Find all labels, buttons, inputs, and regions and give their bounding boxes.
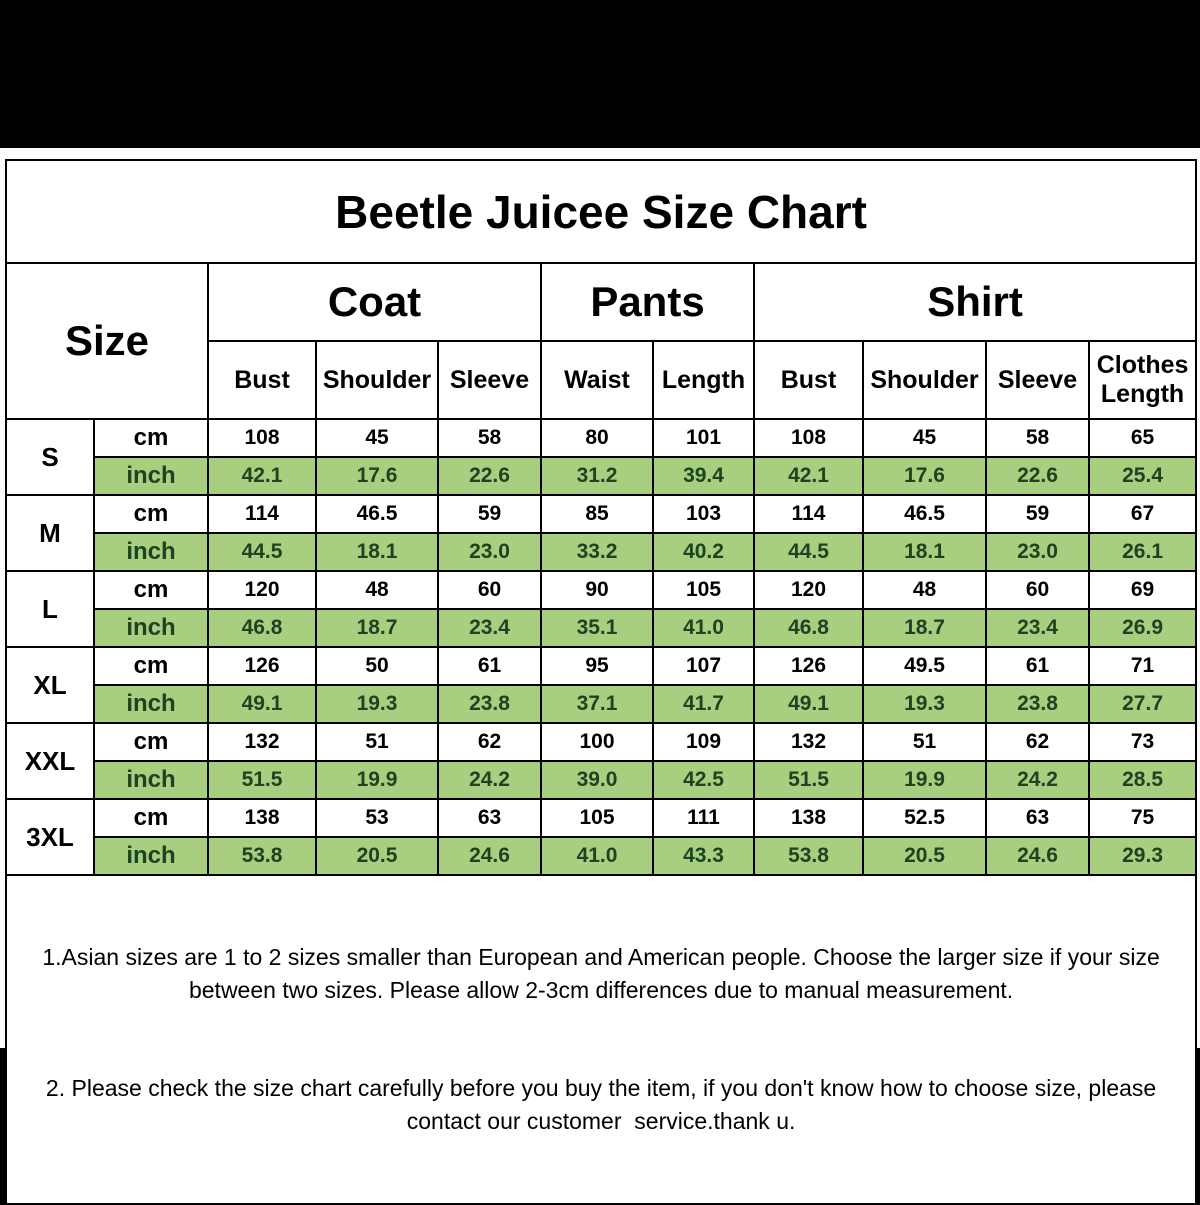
value-cell: 24.6	[986, 837, 1089, 875]
size-row-m-cm	[6, 495, 1196, 533]
col-header-coat-bust: Bust	[208, 341, 316, 419]
size-row-xxl-cm	[6, 723, 1196, 761]
value-cell: 18.7	[316, 609, 438, 647]
value-cell: 60	[986, 571, 1089, 609]
value-cell: 17.6	[863, 457, 986, 495]
value-cell: 19.3	[863, 685, 986, 723]
value-cell: 138	[208, 799, 316, 837]
value-cell: 28.5	[1089, 761, 1196, 799]
value-cell: 29.3	[1089, 837, 1196, 875]
value-cell: 43.3	[653, 837, 754, 875]
size-row-m-inch	[6, 533, 1196, 571]
notes-cell	[6, 875, 1196, 1204]
col-header-coat-sleeve: Sleeve	[438, 341, 541, 419]
size-chart-table	[5, 159, 1197, 1205]
value-cell: 62	[986, 723, 1089, 761]
value-cell: 46.8	[754, 609, 863, 647]
unit-label-inch: inch	[94, 609, 208, 647]
value-cell: 108	[208, 419, 316, 457]
value-cell: 42.5	[653, 761, 754, 799]
value-cell: 60	[438, 571, 541, 609]
size-row-xxl-inch	[6, 761, 1196, 799]
value-cell: 126	[208, 647, 316, 685]
value-cell: 42.1	[754, 457, 863, 495]
value-cell: 18.1	[316, 533, 438, 571]
value-cell: 95	[541, 647, 653, 685]
col-header-shirt-shoulder: Shoulder	[863, 341, 986, 419]
value-cell: 26.9	[1089, 609, 1196, 647]
col-header-shirt-bust: Bust	[754, 341, 863, 419]
size-label-xxl: XXL	[6, 723, 94, 799]
value-cell: 53.8	[754, 837, 863, 875]
size-row-3xl-cm	[6, 799, 1196, 837]
value-cell: 58	[986, 419, 1089, 457]
value-cell: 39.4	[653, 457, 754, 495]
value-cell: 41.0	[653, 609, 754, 647]
value-cell: 53	[316, 799, 438, 837]
value-cell: 63	[438, 799, 541, 837]
size-row-s-inch	[6, 457, 1196, 495]
size-row-l-cm	[6, 571, 1196, 609]
size-label-m: M	[6, 495, 94, 571]
value-cell: 126	[754, 647, 863, 685]
unit-label-inch: inch	[94, 457, 208, 495]
unit-label-cm: cm	[94, 495, 208, 533]
value-cell: 49.1	[754, 685, 863, 723]
value-cell: 103	[653, 495, 754, 533]
value-cell: 20.5	[316, 837, 438, 875]
value-cell: 19.9	[863, 761, 986, 799]
value-cell: 58	[438, 419, 541, 457]
value-cell: 65	[1089, 419, 1196, 457]
value-cell: 25.4	[1089, 457, 1196, 495]
value-cell: 20.5	[863, 837, 986, 875]
value-cell: 63	[986, 799, 1089, 837]
value-cell: 24.2	[438, 761, 541, 799]
value-cell: 51	[316, 723, 438, 761]
value-cell: 18.7	[863, 609, 986, 647]
unit-label-inch: inch	[94, 685, 208, 723]
size-label-l: L	[6, 571, 94, 647]
value-cell: 51.5	[754, 761, 863, 799]
size-row-s-cm	[6, 419, 1196, 457]
size-row-3xl-inch	[6, 837, 1196, 875]
size-chart-panel	[0, 148, 1200, 1134]
value-cell: 23.8	[438, 685, 541, 723]
size-label-3xl: 3XL	[6, 799, 94, 875]
value-cell: 69	[1089, 571, 1196, 609]
value-cell: 138	[754, 799, 863, 837]
value-cell: 52.5	[863, 799, 986, 837]
value-cell: 48	[316, 571, 438, 609]
value-cell: 132	[208, 723, 316, 761]
value-cell: 49.5	[863, 647, 986, 685]
unit-label-inch: inch	[94, 761, 208, 799]
col-header-clothes-length: Clothes Length	[1089, 341, 1196, 419]
value-cell: 120	[208, 571, 316, 609]
group-header-row	[6, 263, 1196, 341]
value-cell: 44.5	[754, 533, 863, 571]
value-cell: 41.0	[541, 837, 653, 875]
group-header-shirt: Shirt	[754, 263, 1196, 341]
value-cell: 111	[653, 799, 754, 837]
value-cell: 42.1	[208, 457, 316, 495]
value-cell: 109	[653, 723, 754, 761]
group-header-coat: Coat	[208, 263, 541, 341]
notes-row	[6, 875, 1196, 1204]
value-cell: 51.5	[208, 761, 316, 799]
value-cell: 24.6	[438, 837, 541, 875]
value-cell: 19.9	[316, 761, 438, 799]
value-cell: 62	[438, 723, 541, 761]
value-cell: 46.5	[316, 495, 438, 533]
value-cell: 50	[316, 647, 438, 685]
value-cell: 85	[541, 495, 653, 533]
size-label-xl: XL	[6, 647, 94, 723]
value-cell: 17.6	[316, 457, 438, 495]
chart-title: Beetle Juicee Size Chart	[6, 160, 1196, 263]
value-cell: 23.0	[438, 533, 541, 571]
value-cell: 41.7	[653, 685, 754, 723]
value-cell: 108	[754, 419, 863, 457]
value-cell: 75	[1089, 799, 1196, 837]
value-cell: 59	[438, 495, 541, 533]
value-cell: 23.4	[986, 609, 1089, 647]
value-cell: 100	[541, 723, 653, 761]
col-header-pants-waist: Waist	[541, 341, 653, 419]
unit-label-inch: inch	[94, 837, 208, 875]
col-header-pants-length: Length	[653, 341, 754, 419]
unit-label-cm: cm	[94, 571, 208, 609]
value-cell: 19.3	[316, 685, 438, 723]
value-cell: 45	[863, 419, 986, 457]
value-cell: 49.1	[208, 685, 316, 723]
value-cell: 22.6	[986, 457, 1089, 495]
value-cell: 31.2	[541, 457, 653, 495]
value-cell: 71	[1089, 647, 1196, 685]
value-cell: 23.4	[438, 609, 541, 647]
value-cell: 46.5	[863, 495, 986, 533]
value-cell: 107	[653, 647, 754, 685]
value-cell: 37.1	[541, 685, 653, 723]
value-cell: 120	[754, 571, 863, 609]
value-cell: 132	[754, 723, 863, 761]
size-column-header: Size	[6, 263, 208, 419]
value-cell: 90	[541, 571, 653, 609]
value-cell: 27.7	[1089, 685, 1196, 723]
value-cell: 22.6	[438, 457, 541, 495]
col-header-coat-shoulder: Shoulder	[316, 341, 438, 419]
value-cell: 61	[986, 647, 1089, 685]
value-cell: 105	[653, 571, 754, 609]
unit-label-cm: cm	[94, 419, 208, 457]
unit-label-cm: cm	[94, 723, 208, 761]
value-cell: 35.1	[541, 609, 653, 647]
value-cell: 39.0	[541, 761, 653, 799]
value-cell: 61	[438, 647, 541, 685]
size-row-l-inch	[6, 609, 1196, 647]
value-cell: 73	[1089, 723, 1196, 761]
col-header-shirt-sleeve: Sleeve	[986, 341, 1089, 419]
value-cell: 114	[208, 495, 316, 533]
value-cell: 48	[863, 571, 986, 609]
size-row-xl-inch	[6, 685, 1196, 723]
note-2: 2. Please check the size chart carefully before you buy the item, if you don't know how to choose size, please contact our customer service.thank u.	[45, 1074, 1163, 1134]
value-cell: 40.2	[653, 533, 754, 571]
group-header-pants: Pants	[541, 263, 754, 341]
value-cell: 51	[863, 723, 986, 761]
value-cell: 114	[754, 495, 863, 533]
unit-label-cm: cm	[94, 799, 208, 837]
title-row	[6, 160, 1196, 263]
value-cell: 46.8	[208, 609, 316, 647]
value-cell: 59	[986, 495, 1089, 533]
value-cell: 23.8	[986, 685, 1089, 723]
value-cell: 18.1	[863, 533, 986, 571]
unit-label-inch: inch	[94, 533, 208, 571]
value-cell: 24.2	[986, 761, 1089, 799]
value-cell: 45	[316, 419, 438, 457]
value-cell: 105	[541, 799, 653, 837]
value-cell: 80	[541, 419, 653, 457]
size-label-s: S	[6, 419, 94, 495]
value-cell: 44.5	[208, 533, 316, 571]
value-cell: 53.8	[208, 837, 316, 875]
value-cell: 26.1	[1089, 533, 1196, 571]
value-cell: 101	[653, 419, 754, 457]
value-cell: 67	[1089, 495, 1196, 533]
note-1: 1.Asian sizes are 1 to 2 sizes smaller than European and American people. Choose the larger size if your size between two sizes. Please allow 2-3cm differences due to manual measurement.	[42, 944, 1167, 1003]
unit-label-cm: cm	[94, 647, 208, 685]
value-cell: 23.0	[986, 533, 1089, 571]
size-row-xl-cm	[6, 647, 1196, 685]
value-cell: 33.2	[541, 533, 653, 571]
